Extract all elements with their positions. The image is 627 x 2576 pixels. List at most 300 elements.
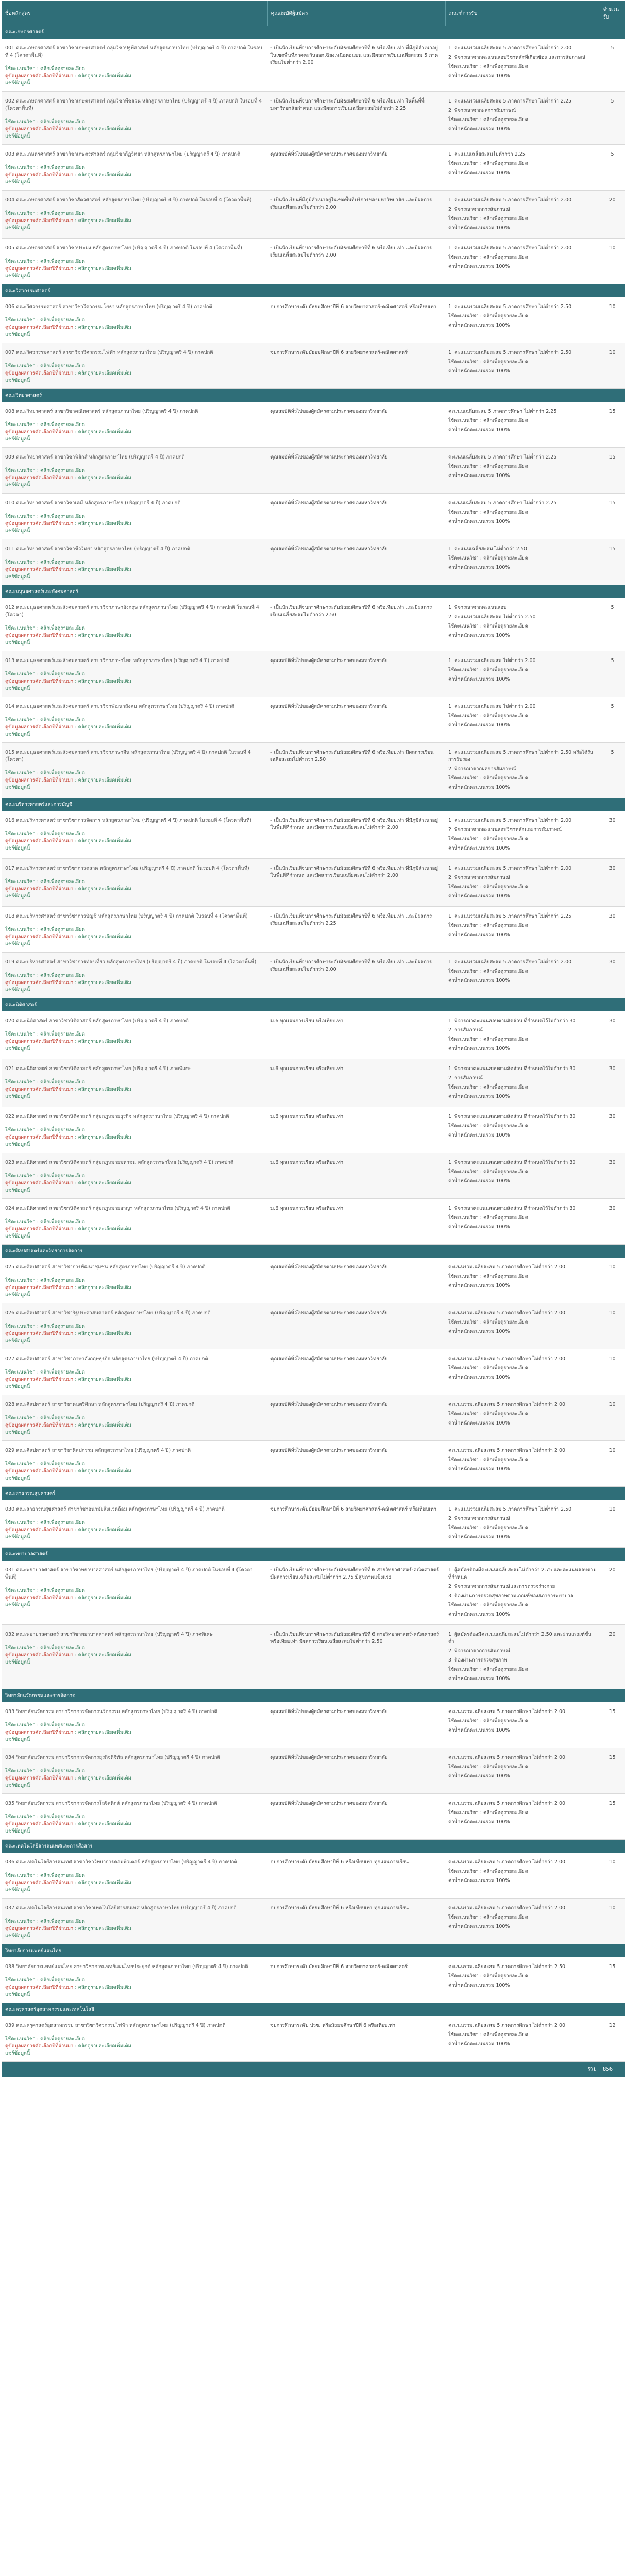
results-link-label: ดูข้อมูลผลการคัดเลือกปีที่ผ่านมา xyxy=(5,1331,74,1336)
results-link[interactable] xyxy=(5,1134,264,1141)
results-link[interactable] xyxy=(5,1775,264,1782)
results-link[interactable] xyxy=(5,324,264,331)
share-link[interactable]: แชร์ข้อมูลนี้ xyxy=(5,845,30,851)
results-link[interactable] xyxy=(5,979,264,987)
program-name[interactable]: 039 คณะครุศาสตร์อุตสาหกรรม สาขาวิชาวิศวกรรมไฟฟ้า หลักสูตรภาษาไทย (ปริญญาตรี 4 ปี) ภาคปกติ xyxy=(5,2023,226,2028)
share-link[interactable]: แชร์ข้อมูลนี้ xyxy=(5,482,30,488)
program-name[interactable]: 014 คณะมนุษยศาสตร์และสังคมศาสตร์ สาขาวิชาพัฒนาสังคม หลักสูตรภาษาไทย (ปริญญาตรี 4 ปี) ภาคปกติ xyxy=(5,704,234,709)
criteria-line: ค่าน้ำหนักคะแนนรวม 100% xyxy=(448,225,510,231)
results-link-label: ดูข้อมูลผลการคัดเลือกปีที่ผ่านมา xyxy=(5,1880,74,1886)
results-link[interactable] xyxy=(5,1086,264,1093)
results-link[interactable] xyxy=(5,1652,264,1659)
program-name[interactable]: 031 คณะพยาบาลศาสตร์ สาขาวิชาพยาบาลศาสตร์ หลักสูตรภาษาไทย (ปริญญาตรี 4 ปี) ภาคปกติ ในรอบที่ 4 (โควตาพื้นที่) xyxy=(5,1567,253,1580)
results-link[interactable] xyxy=(5,1226,264,1233)
share-link[interactable]: แชร์ข้อมูลนี้ xyxy=(5,1094,30,1099)
section-row xyxy=(2,1548,625,1561)
program-name[interactable]: 035 วิทยาลัยนวัตกรรม สาขาวิชาการจัดการโลจิสติกส์ หลักสูตรภาษาไทย (ปริญญาตรี 4 ปี) ภาคปกติ xyxy=(5,1801,217,1806)
results-link-label: ดูข้อมูลผลการคัดเลือกปีที่ผ่านมา xyxy=(5,1226,74,1232)
criteria-line: คะแนนรวมเฉลี่ยสะสม 5 ภาคการศึกษา ไม่ต่ำกว่า 2.00 xyxy=(448,1801,566,1806)
share-link[interactable]: แชร์ข้อมูลนี้ xyxy=(5,1476,30,1481)
results-link-label: ดูข้อมูลผลการคัดเลือกปีที่ผ่านมา xyxy=(5,886,74,892)
share-link[interactable]: แชร์ข้อมูลนี้ xyxy=(5,1828,30,1834)
score-link[interactable]: ใช้คะแนนวิชา : คลิกเพื่อดูรายละเอียด xyxy=(5,259,85,264)
score-link[interactable]: ใช้คะแนนวิชา : คลิกเพื่อดูรายละเอียด xyxy=(5,1173,85,1179)
results-link-label: ดูข้อมูลผลการคัดเลือกปีที่ผ่านมา xyxy=(5,1527,74,1533)
criteria-line: ใช้คะแนนวิชา : คลิกเพื่อดูรายละเอียด xyxy=(448,1810,528,1816)
criteria-line: ค่าน้ำหนักคะแนนรวม 100% xyxy=(448,676,510,682)
table-row xyxy=(2,697,625,743)
share-link[interactable]: แชร์ข้อมูลนี้ xyxy=(5,1659,30,1665)
score-link[interactable]: ใช้คะแนนวิชา : คลิกเพื่อดูรายละเอียด xyxy=(5,1814,85,1820)
seat-count: 30 xyxy=(600,1107,625,1153)
share-link[interactable]: แชร์ข้อมูลนี้ xyxy=(5,1233,30,1239)
criteria-line: ใช้คะแนนวิชา : คลิกเพื่อดูรายละเอียด xyxy=(448,923,528,928)
results-link[interactable] xyxy=(5,1376,264,1383)
share-link[interactable]: แชร์ข้อมูลนี้ xyxy=(5,1188,30,1193)
criteria-line: ใช้คะแนนวิชา : คลิกเพื่อดูรายละเอียด xyxy=(448,2032,528,2038)
results-link[interactable] xyxy=(5,1527,264,1534)
seat-count: 10 xyxy=(600,1258,625,1303)
program-name[interactable]: 033 วิทยาลัยนวัตกรรม สาขาวิชาการจัดการนวัตกรรม หลักสูตรภาษาไทย (ปริญญาตรี 4 ปี) ภาคปกติ xyxy=(5,1709,217,1715)
share-link[interactable]: แชร์ข้อมูลนี้ xyxy=(5,436,30,442)
criteria-line: 1. พิจารณาคะแนนสอบตามสัดส่วน ที่กำหนดไว้ไม่ต่ำกว่า 30 xyxy=(448,1160,576,1165)
criteria-line: 1. คะแนนรวมเฉลี่ยสะสม 5 ภาคการศึกษา ไม่ต่ำกว่า 2.00 xyxy=(448,818,572,823)
criteria-line: ใช้คะแนนวิชา : คลิกเพื่อดูรายละเอียด xyxy=(448,1274,528,1279)
header-program: ชื่อหลักสูตร xyxy=(2,1,267,26)
table-row xyxy=(2,1957,625,2003)
results-link-detail: : คลิกดูรายละเอียดเพิ่มเติม xyxy=(73,724,131,730)
results-link-detail: : คลิกดูรายละเอียดเพิ่มเติม xyxy=(73,1730,131,1735)
share-link[interactable]: แชร์ข้อมูลนี้ xyxy=(5,1887,30,1893)
score-link[interactable]: ใช้คะแนนวิชา : คลิกเพื่อดูรายละเอียด xyxy=(5,1324,85,1329)
share-link[interactable]: แชร์ข้อมูลนี้ xyxy=(5,332,30,337)
seat-count: 30 xyxy=(600,1199,625,1245)
results-link[interactable] xyxy=(5,678,264,685)
results-link-detail: : คลิกดูรายละเอียดเพิ่มเติม xyxy=(73,1134,131,1140)
score-link[interactable]: ใช้คะแนนวิชา : คลิกเพื่อดูรายละเอียด xyxy=(5,1722,85,1728)
results-link-label: ดูข้อมูลผลการคัดเลือกปีที่ผ่านมา xyxy=(5,567,74,572)
total-label: รวม xyxy=(2,2062,600,2077)
criteria-line: ใช้คะแนนวิชา : คลิกเพื่อดูรายละเอียด xyxy=(448,1215,528,1221)
qualification-cell: คุณสมบัติทั่วไปของผู้สมัครตามประกาศของมหาวิทยาลัย xyxy=(267,145,445,191)
results-link[interactable] xyxy=(5,474,264,482)
criteria-line: 1. คะแนนเฉลี่ยสะสม ไม่ต่ำกว่า 2.50 xyxy=(448,546,527,552)
program-name[interactable]: 020 คณะนิติศาสตร์ สาขาวิชานิติศาสตร์ หลักสูตรภาษาไทย (ปริญญาตรี 4 ปี) ภาคปกติ xyxy=(5,1018,189,1024)
table-row xyxy=(2,1625,625,1689)
table-row xyxy=(2,1011,625,1059)
score-link[interactable]: ใช้คะแนนวิชา : คลิกเพื่อดูรายละเอียด xyxy=(5,1127,85,1133)
share-link[interactable]: แชร์ข้อมูลนี้ xyxy=(5,1430,30,1435)
share-link[interactable]: แชร์ข้อมูลนี้ xyxy=(5,133,30,139)
seat-count: 30 xyxy=(600,859,625,907)
criteria-line: 1. คะแนนรวมเฉลี่ยสะสม 5 ภาคการศึกษา ไม่ต่ำกว่า 2.00 xyxy=(448,45,572,51)
share-link[interactable]: แชร์ข้อมูลนี้ xyxy=(5,1992,30,1997)
criteria-line: ค่าน้ำหนักคะแนนรวม 100% xyxy=(448,473,510,479)
score-link[interactable]: ใช้คะแนนวิชา : คลิกเพื่อดูรายละเอียด xyxy=(5,66,85,72)
criteria-line: ใช้คะแนนวิชา : คลิกเพื่อดูรายละเอียด xyxy=(448,464,528,469)
score-link[interactable]: ใช้คะแนนวิชา : คลิกเพื่อดูรายละเอียด xyxy=(5,879,85,885)
section-row xyxy=(2,2003,625,2016)
program-name[interactable]: 002 คณะเกษตรศาสตร์ สาขาวิชาเกษตรศาสตร์ กลุ่มวิชาพืชสวน หลักสูตรภาษาไทย (ปริญญาตรี 4 ปี) ภาคปกติ ในรอบที่ 4 (โควตาพื้นที่) xyxy=(5,98,262,111)
program-name[interactable]: 009 คณะวิทยาศาสตร์ สาขาวิชาฟิสิกส์ หลักสูตรภาษาไทย (ปริญญาตรี 4 ปี) ภาคปกติ xyxy=(5,454,185,460)
program-name[interactable]: 011 คณะวิทยาศาสตร์ สาขาวิชาชีววิทยา หลักสูตรภาษาไทย (ปริญญาตรี 4 ปี) ภาคปกติ xyxy=(5,546,190,552)
score-link[interactable]: ใช้คะแนนวิชา : คลิกเพื่อดูรายละเอียด xyxy=(5,165,85,171)
share-link[interactable]: แชร์ข้อมูลนี้ xyxy=(5,732,30,737)
results-link[interactable] xyxy=(5,73,264,80)
criteria-line: 1. คะแนนรวมเฉลี่ยสะสม ไม่ต่ำกว่า 2.00 xyxy=(448,658,536,664)
share-link[interactable]: แชร์ข้อมูลนี้ xyxy=(5,378,30,383)
score-link[interactable]: ใช้คะแนนวิชา : คลิกเพื่อดูรายละเอียด xyxy=(5,671,85,677)
criteria-line: ค่าน้ำหนักคะแนนรวม 100% xyxy=(448,633,510,638)
score-link[interactable]: ใช้คะแนนวิชา : คลิกเพื่อดูรายละเอียด xyxy=(5,1873,85,1878)
results-link-detail: : คลิกดูรายละเอียดเพิ่มเติม xyxy=(73,1180,131,1186)
criteria-cell xyxy=(445,1441,600,1487)
results-link[interactable] xyxy=(5,1729,264,1736)
program-name[interactable]: 005 คณะเกษตรศาสตร์ สาขาวิชาประมง หลักสูตรภาษาไทย (ปริญญาตรี 4 ปี) ภาคปกติ ในรอบที่ 4 (โควตาพื้นที่) xyxy=(5,245,242,251)
criteria-line: คะแนนรวมเฉลี่ยสะสม 5 ภาคการศึกษา ไม่ต่ำกว่า 2.00 xyxy=(448,1402,566,1408)
table-row xyxy=(2,191,625,239)
program-name[interactable]: 015 คณะมนุษยศาสตร์และสังคมศาสตร์ สาขาวิชาภาษาจีน หลักสูตรภาษาไทย (ปริญญาตรี 4 ปี) ภาคปกติ ในรอบที่ 4 (โควตา) xyxy=(5,750,251,762)
criteria-line: คะแนนรวมเฉลี่ยสะสม 5 ภาคการศึกษา ไม่ต่ำกว่า 2.00 xyxy=(448,1356,566,1362)
score-link[interactable]: ใช้คะแนนวิชา : คลิกเพื่อดูรายละเอียด xyxy=(5,211,85,216)
criteria-line: คะแนนรวมเฉลี่ยสะสม 5 ภาคการศึกษา ไม่ต่ำกว่า 2.00 xyxy=(448,2023,566,2028)
results-link[interactable] xyxy=(5,1821,264,1828)
criteria-cell xyxy=(445,1059,600,1107)
program-name[interactable]: 022 คณะนิติศาสตร์ สาขาวิชานิติศาสตร์ กลุ่มกฎหมายธุรกิจ หลักสูตรภาษาไทย (ปริญญาตรี 4 ปี) ภาคปกติ xyxy=(5,1114,229,1120)
table-row xyxy=(2,651,625,697)
score-link[interactable]: ใช้คะแนนวิชา : คลิกเพื่อดูรายละเอียด xyxy=(5,1977,85,1983)
qualification-cell: - เป็นนักเรียนที่จบการศึกษาระดับมัธยมศึกษาปีที่ 6 หรือเทียบเท่า ที่มีภูมิลำเนาอยู่ในพื้นที่ที่กำหนด และมีผลการเรียนเฉลี่ยสะสมไม่ต่ำกว่า 2.00 xyxy=(267,811,445,859)
results-link[interactable] xyxy=(5,1984,264,1991)
seat-count: 20 xyxy=(600,1625,625,1689)
results-link-label: ดูข้อมูลผลการคัดเลือกปีที่ผ่านมา xyxy=(5,1285,74,1291)
program-name[interactable]: 025 คณะศิลปศาสตร์ สาขาวิชาการพัฒนาชุมชน หลักสูตรภาษาไทย (ปริญญาตรี 4 ปี) ภาคปกติ xyxy=(5,1264,206,1270)
criteria-line: ใช้คะแนนวิชา : คลิกเพื่อดูรายละเอียด xyxy=(448,510,528,515)
share-link[interactable]: แชร์ข้อมูลนี้ xyxy=(5,1534,30,1540)
results-link[interactable] xyxy=(5,172,264,179)
table-row xyxy=(2,1899,625,1944)
results-link[interactable] xyxy=(5,886,264,893)
program-name[interactable]: 027 คณะศิลปศาสตร์ สาขาวิชาภาษาอังกฤษธุรกิจ หลักสูตรภาษาไทย (ปริญญาตรี 4 ปี) ภาคปกติ xyxy=(5,1356,208,1362)
results-link[interactable] xyxy=(5,1038,264,1045)
criteria-cell xyxy=(445,2016,600,2062)
criteria-line: 1. พิจารณาคะแนนสอบตามสัดส่วน ที่กำหนดไว้ไม่ต่ำกว่า 30 xyxy=(448,1114,576,1120)
program-name[interactable]: 034 วิทยาลัยนวัตกรรม สาขาวิชาการจัดการธุรกิจดิจิทัล หลักสูตรภาษาไทย (ปริญญาตรี 4 ปี) ภาคปกติ xyxy=(5,1755,221,1760)
share-link[interactable]: แชร์ข้อมูลนี้ xyxy=(5,686,30,691)
results-link[interactable] xyxy=(5,520,264,528)
results-link[interactable] xyxy=(5,126,264,133)
criteria-cell xyxy=(445,1011,600,1059)
criteria-line: 1. พิจารณาคะแนนสอบตามสัดส่วน ที่กำหนดไว้ไม่ต่ำกว่า 30 xyxy=(448,1066,576,1072)
program-name[interactable]: 018 คณะบริหารศาสตร์ สาขาวิชาการบัญชี หลักสูตรภาษาไทย (ปริญญาตรี 4 ปี) ภาคปกติ ในรอบที่ 4 (โควตาพื้นที่) xyxy=(5,913,248,919)
qualification-cell: คุณสมบัติทั่วไปของผู้สมัครตามประกาศของมหาวิทยาลัย xyxy=(267,1349,445,1395)
score-link[interactable]: ใช้คะแนนวิชา : คลิกเพื่อดูรายละเอียด xyxy=(5,468,85,473)
table-row xyxy=(2,1500,625,1548)
share-link[interactable]: แชร์ข้อมูลนี้ xyxy=(5,1384,30,1389)
program-cell xyxy=(2,239,267,284)
score-link[interactable]: ใช้คะแนนวิชา : คลิกเพื่อดูรายละเอียด xyxy=(5,1520,85,1526)
results-link-label: ดูข้อมูลผลการคัดเลือกปีที่ผ่านมา xyxy=(5,1134,74,1140)
share-link[interactable]: แชร์ข้อมูลนี้ xyxy=(5,528,30,534)
criteria-cell xyxy=(445,1303,600,1349)
results-link-detail: : คลิกดูรายละเอียดเพิ่มเติม xyxy=(73,1039,131,1044)
program-name[interactable]: 006 คณะวิศวกรรมศาสตร์ สาขาวิชาวิศวกรรมโยธา หลักสูตรภาษาไทย (ปริญญาตรี 4 ปี) ภาคปกติ xyxy=(5,304,212,310)
results-link-detail: : คลิกดูรายละเอียดเพิ่มเติม xyxy=(73,934,131,940)
score-link[interactable]: ใช้คะแนนวิชา : คลิกเพื่อดูรายละเอียด xyxy=(5,1588,85,1594)
score-link[interactable]: ใช้คะแนนวิชา : คลิกเพื่อดูรายละเอียด xyxy=(5,1645,85,1651)
criteria-line: 2. พิจารณาจากการสัมภาษณ์ xyxy=(448,207,511,212)
score-link[interactable]: ใช้คะแนนวิชา : คลิกเพื่อดูรายละเอียด xyxy=(5,2036,85,2042)
program-cell xyxy=(2,343,267,389)
criteria-line: 2. พิจารณาจากผลการสัมภาษณ์ xyxy=(448,766,516,772)
results-link-detail: : คลิกดูรายละเอียดเพิ่มเติม xyxy=(73,126,131,132)
seat-count: 10 xyxy=(600,1500,625,1548)
seat-count: 5 xyxy=(600,39,625,92)
section-title: คณะบริหารศาสตร์และการบัญชี xyxy=(2,798,625,811)
results-link[interactable] xyxy=(5,1925,264,1933)
criteria-line: 1. ผู้สมัครต้องมีคะแนนเฉลี่ยสะสมไม่ต่ำกว่า 2.50 และผ่านเกณฑ์ขั้นต่ำ xyxy=(448,1632,591,1645)
table-row xyxy=(2,145,625,191)
score-link[interactable]: ใช้คะแนนวิชา : คลิกเพื่อดูรายละเอียด xyxy=(5,1919,85,1924)
results-link-label: ดูข้อมูลผลการคัดเลือกปีที่ผ่านมา xyxy=(5,1821,74,1827)
criteria-line: ใช้คะแนนวิชา : คลิกเพื่อดูรายละเอียด xyxy=(448,1973,528,1979)
score-link[interactable]: ใช้คะแนนวิชา : คลิกเพื่อดูรายละเอียด xyxy=(5,625,85,631)
criteria-line: 2. พิจารณาจากคะแนนสอบวิชาหลักที่เกี่ยวข้อง และการสัมภาษณ์ xyxy=(448,55,586,60)
section-row xyxy=(2,1245,625,1258)
results-link-detail: : คลิกดูรายละเอียดเพิ่มเติม xyxy=(73,2043,131,2049)
score-link[interactable]: ใช้คะแนนวิชา : คลิกเพื่อดูรายละเอียด xyxy=(5,973,85,978)
score-link[interactable]: ใช้คะแนนวิชา : คลิกเพื่อดูรายละเอียด xyxy=(5,317,85,323)
results-link-label: ดูข้อมูลผลการคัดเลือกปีที่ผ่านมา xyxy=(5,1468,74,1474)
seat-count: 30 xyxy=(600,811,625,859)
table-row xyxy=(2,1395,625,1441)
share-link[interactable]: แชร์ข้อมูลนี้ xyxy=(5,1933,30,1939)
criteria-line: ค่าน้ำหนักคะแนนรวม 100% xyxy=(448,722,510,728)
score-link[interactable]: ใช้คะแนนวิชา : คลิกเพื่อดูรายละเอียด xyxy=(5,363,85,369)
share-link[interactable]: แชร์ข้อมูลนี้ xyxy=(5,225,30,231)
share-link[interactable]: แชร์ข้อมูลนี้ xyxy=(5,1783,30,1788)
score-link[interactable]: ใช้คะแนนวิชา : คลิกเพื่อดูรายละเอียด xyxy=(5,1768,85,1774)
criteria-line: คะแนนเฉลี่ยสะสม 5 ภาคการศึกษา ไม่ต่ำกว่า 2.25 xyxy=(448,409,557,414)
program-name[interactable]: 036 คณะเทคโนโลยีสารสนเทศ สาขาวิชาวิทยาการคอมพิวเตอร์ หลักสูตรภาษาไทย (ปริญญาตรี 4 ปี) ภาคปกติ xyxy=(5,1859,238,1865)
criteria-line: ค่าน้ำหนักคะแนนรวม 100% xyxy=(448,565,510,570)
seat-count: 30 xyxy=(600,907,625,953)
share-link[interactable]: แชร์ข้อมูลนี้ xyxy=(5,1737,30,1742)
criteria-cell xyxy=(445,1500,600,1548)
criteria-line: 1. คะแนนรวมเฉลี่ยสะสม 5 ภาคการศึกษา ไม่ต่ำกว่า 2.00 xyxy=(448,866,572,871)
criteria-cell xyxy=(445,1957,600,2003)
score-link[interactable]: ใช้คะแนนวิชา : คลิกเพื่อดูรายละเอียด xyxy=(5,1415,85,1421)
criteria-line: คะแนนเฉลี่ยสะสม 5 ภาคการศึกษา ไม่ต่ำกว่า 2.25 xyxy=(448,454,557,460)
program-name[interactable]: 012 คณะมนุษยศาสตร์และสังคมศาสตร์ สาขาวิชาภาษาอังกฤษ หลักสูตรภาษาไทย (ปริญญาตรี 4 ปี) ภาคปกติ ในรอบที่ 4 (โควตา) xyxy=(5,605,259,618)
criteria-cell xyxy=(445,1258,600,1303)
program-name[interactable]: 007 คณะวิศวกรรมศาสตร์ สาขาวิชาวิศวกรรมไฟฟ้า หลักสูตรภาษาไทย (ปริญญาตรี 4 ปี) ภาคปกติ xyxy=(5,350,213,355)
criteria-cell xyxy=(445,1853,600,1899)
score-link[interactable]: ใช้คะแนนวิชา : คลิกเพื่อดูรายละเอียด xyxy=(5,119,85,125)
criteria-cell xyxy=(445,448,600,494)
score-link[interactable]: ใช้คะแนนวิชา : คลิกเพื่อดูรายละเอียด xyxy=(5,1278,85,1283)
score-link[interactable]: ใช้คะแนนวิชา : คลิกเพื่อดูรายละเอียด xyxy=(5,831,85,837)
results-link-label: ดูข้อมูลผลการคัดเลือกปีที่ผ่านมา xyxy=(5,777,74,783)
criteria-line: ใช้คะแนนวิชา : คลิกเพื่อดูรายละเอียด xyxy=(448,969,528,974)
results-link[interactable] xyxy=(5,777,264,784)
program-name[interactable]: 029 คณะศิลปศาสตร์ สาขาวิชาศิลปกรรม หลักสูตรภาษาไทย (ปริญญาตรี 4 ปี) ภาคปกติ xyxy=(5,1448,191,1453)
score-link[interactable]: ใช้คะแนนวิชา : คลิกเพื่อดูรายละเอียด xyxy=(5,422,85,428)
share-link[interactable]: แชร์ข้อมูลนี้ xyxy=(5,785,30,790)
results-link[interactable] xyxy=(5,1468,264,1475)
score-link[interactable]: ใช้คะแนนวิชา : คลิกเพื่อดูรายละเอียด xyxy=(5,514,85,519)
program-cell xyxy=(2,39,267,92)
criteria-line: ค่าน้ำหนักคะแนนรวม 100% xyxy=(448,368,510,374)
results-link[interactable] xyxy=(5,838,264,845)
program-name[interactable]: 028 คณะศิลปศาสตร์ สาขาวิชาดนตรีศึกษา หลักสูตรภาษาไทย (ปริญญาตรี 4 ปี) ภาคปกติ xyxy=(5,1402,195,1408)
program-name[interactable]: 038 วิทยาลัยการแพทย์แผนไทย สาขาวิชาการแพทย์แผนไทยประยุกต์ หลักสูตรภาษาไทย (ปริญญาตรี 4 ปี) ภาคปกติ xyxy=(5,1964,248,1970)
seat-count: 5 xyxy=(600,92,625,145)
criteria-cell xyxy=(445,1561,600,1625)
seat-count: 10 xyxy=(600,1303,625,1349)
program-name[interactable]: 016 คณะบริหารศาสตร์ สาขาวิชาการจัดการ หลักสูตรภาษาไทย (ปริญญาตรี 4 ปี) ภาคปกติ ในรอบที่ 4 (โควตาพื้นที่) xyxy=(5,818,252,823)
criteria-line: ใช้คะแนนวิชา : คลิกเพื่อดูรายละเอียด xyxy=(448,623,528,629)
qualification-cell: จบการศึกษาระดับ ปวช. หรือมัธยมศึกษาปีที่ 6 หรือเทียบเท่า xyxy=(267,2016,445,2062)
program-name[interactable]: 003 คณะเกษตรศาสตร์ สาขาวิชาเกษตรศาสตร์ กลุ่มวิชากีฏวิทยา หลักสูตรภาษาไทย (ปริญญาตรี 4 ปี) ภาคปกติ xyxy=(5,151,241,157)
results-link-label: ดูข้อมูลผลการคัดเลือกปีที่ผ่านมา xyxy=(5,1595,74,1601)
results-link[interactable] xyxy=(5,934,264,941)
results-link-label: ดูข้อมูลผลการคัดเลือกปีที่ผ่านมา xyxy=(5,1926,74,1931)
score-link[interactable]: ใช้คะแนนวิชา : คลิกเพื่อดูรายละเอียด xyxy=(5,1219,85,1225)
results-link[interactable] xyxy=(5,2043,264,2050)
criteria-line: คะแนนเฉลี่ยสะสม 5 ภาคการศึกษา ไม่ต่ำกว่า 2.25 xyxy=(448,500,557,506)
share-link[interactable]: แชร์ข้อมูลนี้ xyxy=(5,893,30,899)
share-link[interactable]: แชร์ข้อมูลนี้ xyxy=(5,640,30,646)
qualification-cell: คุณสมบัติทั่วไปของผู้สมัครตามประกาศของมหาวิทยาลัย xyxy=(267,1395,445,1441)
program-name[interactable]: 026 คณะศิลปศาสตร์ สาขาวิชารัฐประศาสนศาสตร์ หลักสูตรภาษาไทย (ปริญญาตรี 4 ปี) ภาคปกติ xyxy=(5,1310,211,1316)
results-link-detail: : คลิกดูรายละเอียดเพิ่มเติม xyxy=(73,1821,131,1827)
criteria-cell xyxy=(445,697,600,743)
table-row xyxy=(2,402,625,448)
results-link-label: ดูข้อมูลผลการคัดเลือกปีที่ผ่านมา xyxy=(5,980,74,986)
criteria-line: 1. คะแนนรวมเฉลี่ยสะสม 5 ภาคการศึกษา ไม่ต่ำกว่า 2.25 xyxy=(448,98,572,104)
program-cell xyxy=(2,1899,267,1944)
criteria-line: ใช้คะแนนวิชา : คลิกเพื่อดูรายละเอียด xyxy=(448,1411,528,1417)
share-link[interactable]: แชร์ข้อมูลนี้ xyxy=(5,179,30,185)
criteria-cell xyxy=(445,191,600,239)
results-link-detail: : คลิกดูรายละเอียดเพิ่มเติม xyxy=(73,218,131,224)
results-link-detail: : คลิกดูรายละเอียดเพิ่มเติม xyxy=(73,886,131,892)
table-row xyxy=(2,539,625,585)
score-link[interactable]: ใช้คะแนนวิชา : คลิกเพื่อดูรายละเอียด xyxy=(5,1079,85,1085)
score-link[interactable]: ใช้คะแนนวิชา : คลิกเพื่อดูรายละเอียด xyxy=(5,1031,85,1037)
program-name[interactable]: 032 คณะพยาบาลศาสตร์ สาขาวิชาพยาบาลศาสตร์ หลักสูตรภาษาไทย (ปริญญาตรี 4 ปี) ภาคพิเศษ xyxy=(5,1632,213,1637)
share-link[interactable]: แชร์ข้อมูลนี้ xyxy=(5,1142,30,1147)
criteria-line: 2. พิจารณาจากการสัมภาษณ์และการตรวจร่างกาย xyxy=(448,1584,555,1589)
results-link-label: ดูข้อมูลผลการคัดเลือกปีที่ผ่านมา xyxy=(5,370,74,376)
program-name[interactable]: 030 คณะสาธารณสุขศาสตร์ สาขาวิชาอนามัยสิ่งแวดล้อม หลักสูตรภาษาไทย (ปริญญาตรี 4 ปี) ภาคปกติ xyxy=(5,1506,225,1512)
score-link[interactable]: ใช้คะแนนวิชา : คลิกเพื่อดูรายละเอียด xyxy=(5,927,85,933)
table-row xyxy=(2,1199,625,1245)
criteria-line: ค่าน้ำหนักคะแนนรวม 100% xyxy=(448,264,510,269)
results-link[interactable] xyxy=(5,1180,264,1187)
qualification-cell: - เป็นนักเรียนที่จบการศึกษาระดับมัธยมศึกษาปีที่ 6 หรือเทียบเท่า และมีผลการเรียนเฉลี่ยสะสมไม่ต่ำกว่า 2.00 xyxy=(267,239,445,284)
seat-count: 15 xyxy=(600,494,625,539)
header-qualification: คุณสมบัติผู้สมัคร xyxy=(267,1,445,26)
program-name[interactable]: 019 คณะบริหารศาสตร์ สาขาวิชาการท่องเที่ยว หลักสูตรภาษาไทย (ปริญญาตรี 4 ปี) ภาคปกติ ในรอบที่ 4 (โควตาพื้นที่) xyxy=(5,959,257,965)
table-row xyxy=(2,743,625,798)
share-link[interactable]: แชร์ข้อมูลนี้ xyxy=(5,1292,30,1298)
results-link[interactable] xyxy=(5,632,264,639)
share-link[interactable]: แชร์ข้อมูลนี้ xyxy=(5,1046,30,1052)
criteria-line: ค่าน้ำหนักคะแนนรวม 100% xyxy=(448,1329,510,1334)
share-link[interactable]: แชร์ข้อมูลนี้ xyxy=(5,574,30,580)
score-link[interactable]: ใช้คะแนนวิชา : คลิกเพื่อดูรายละเอียด xyxy=(5,770,85,776)
program-name[interactable]: 010 คณะวิทยาศาสตร์ สาขาวิชาเคมี หลักสูตรภาษาไทย (ปริญญาตรี 4 ปี) ภาคปกติ xyxy=(5,500,181,506)
table-row xyxy=(2,297,625,343)
results-link-detail: : คลิกดูรายละเอียดเพิ่มเติม xyxy=(73,475,131,481)
results-link[interactable] xyxy=(5,1330,264,1337)
section-title: คณะเทคโนโลยีสารสนเทศและการสื่อสาร xyxy=(2,1840,625,1853)
program-name[interactable]: 001 คณะเกษตรศาสตร์ สาขาวิชาเกษตรศาสตร์ กลุ่มวิชาปฐพีศาสตร์ หลักสูตรภาษาไทย (ปริญญาตรี 4 ปี) ภาคปกติ ในรอบที่ 4 (โควตาพื้นที่) xyxy=(5,45,262,58)
results-link[interactable] xyxy=(5,1879,264,1887)
share-link[interactable]: แชร์ข้อมูลนี้ xyxy=(5,987,30,993)
criteria-line: ค่าน้ำหนักคะแนนรวม 100% xyxy=(448,845,510,851)
share-link[interactable]: แชร์ข้อมูลนี้ xyxy=(5,273,30,279)
criteria-cell xyxy=(445,1395,600,1441)
results-link[interactable] xyxy=(5,1595,264,1602)
section-title: คณะสาธารณสุขศาสตร์ xyxy=(2,1487,625,1500)
program-name[interactable]: 024 คณะนิติศาสตร์ สาขาวิชานิติศาสตร์ กลุ่มกฎหมายอาญา หลักสูตรภาษาไทย (ปริญญาตรี 4 ปี) ภาคปกติ xyxy=(5,1206,230,1211)
share-link[interactable]: แชร์ข้อมูลนี้ xyxy=(5,80,30,86)
program-name[interactable]: 008 คณะวิทยาศาสตร์ สาขาวิชาคณิตศาสตร์ หลักสูตรภาษาไทย (ปริญญาตรี 4 ปี) ภาคปกติ xyxy=(5,409,198,414)
table-row xyxy=(2,92,625,145)
program-name[interactable]: 023 คณะนิติศาสตร์ สาขาวิชานิติศาสตร์ กลุ่มกฎหมายมหาชน หลักสูตรภาษาไทย (ปริญญาตรี 4 ปี) ภาคปกติ xyxy=(5,1160,234,1165)
section-row xyxy=(2,26,625,39)
results-link[interactable] xyxy=(5,217,264,225)
score-link[interactable]: ใช้คะแนนวิชา : คลิกเพื่อดูรายละเอียด xyxy=(5,1461,85,1467)
program-cell xyxy=(2,1957,267,2003)
score-link[interactable]: ใช้คะแนนวิชา : คลิกเพื่อดูรายละเอียด xyxy=(5,717,85,723)
score-link[interactable]: ใช้คะแนนวิชา : คลิกเพื่อดูรายละเอียด xyxy=(5,560,85,565)
score-link[interactable]: ใช้คะแนนวิชา : คลิกเพื่อดูรายละเอียด xyxy=(5,1369,85,1375)
share-link[interactable]: แชร์ข้อมูลนี้ xyxy=(5,2050,30,2056)
table-row xyxy=(2,1441,625,1487)
criteria-line: 1. คะแนนรวมเฉลี่ยสะสม 5 ภาคการศึกษา ไม่ต่ำกว่า 2.50 หรือได้รับการรับรอง xyxy=(448,750,594,762)
share-link[interactable]: แชร์ข้อมูลนี้ xyxy=(5,1338,30,1344)
results-link[interactable] xyxy=(5,370,264,377)
table-row xyxy=(2,39,625,92)
results-link[interactable] xyxy=(5,1422,264,1429)
seat-count: 15 xyxy=(600,448,625,494)
results-link[interactable] xyxy=(5,429,264,436)
results-link-detail: : คลิกดูรายละเอียดเพิ่มเติม xyxy=(73,370,131,376)
results-link[interactable] xyxy=(5,265,264,273)
program-name[interactable]: 037 คณะเทคโนโลยีสารสนเทศ สาขาวิชาเทคโนโลยีสารสนเทศ หลักสูตรภาษาไทย (ปริญญาตรี 4 ปี) ภาคปกติ xyxy=(5,1905,237,1911)
share-link[interactable]: แชร์ข้อมูลนี้ xyxy=(5,941,30,947)
criteria-cell xyxy=(445,145,600,191)
program-name[interactable]: 017 คณะบริหารศาสตร์ สาขาวิชาการตลาด หลักสูตรภาษาไทย (ปริญญาตรี 4 ปี) ภาคปกติ ในรอบที่ 4 (โควตาพื้นที่) xyxy=(5,866,249,871)
criteria-line: ค่าน้ำหนักคะแนนรวม 100% xyxy=(448,785,510,790)
criteria-cell xyxy=(445,1199,600,1245)
results-link[interactable] xyxy=(5,724,264,731)
program-name[interactable]: 004 คณะเกษตรศาสตร์ สาขาวิชาสัตวศาสตร์ หลักสูตรภาษาไทย (ปริญญาตรี 4 ปี) ภาคปกติ ในรอบที่ 4 (โควตาพื้นที่) xyxy=(5,197,252,203)
results-link[interactable] xyxy=(5,566,264,573)
program-cell xyxy=(2,1107,267,1153)
criteria-line: 1. พิจารณาจากคะแนนสอบ xyxy=(448,605,507,611)
program-name[interactable]: 021 คณะนิติศาสตร์ สาขาวิชานิติศาสตร์ หลักสูตรภาษาไทย (ปริญญาตรี 4 ปี) ภาคพิเศษ xyxy=(5,1066,191,1072)
program-name[interactable]: 013 คณะมนุษยศาสตร์และสังคมศาสตร์ สาขาวิชาภาษาไทย หลักสูตรภาษาไทย (ปริญญาตรี 4 ปี) ภาคปกติ xyxy=(5,658,230,664)
share-link[interactable]: แชร์ข้อมูลนี้ xyxy=(5,1602,30,1608)
results-link[interactable] xyxy=(5,1284,264,1292)
criteria-line: 1. คะแนนรวมเฉลี่ยสะสม 5 ภาคการศึกษา ไม่ต่ำกว่า 2.00 xyxy=(448,959,572,965)
qualification-cell: คุณสมบัติทั่วไปของผู้สมัครตามประกาศของมหาวิทยาลัย xyxy=(267,697,445,743)
